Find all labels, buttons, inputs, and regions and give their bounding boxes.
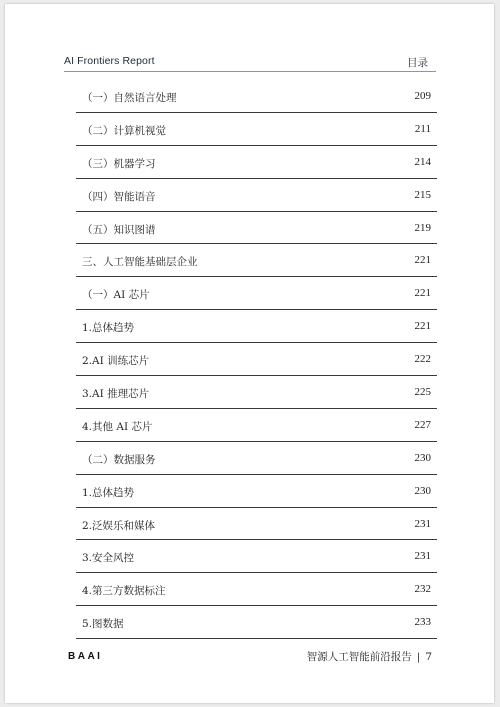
report-title: AI Frontiers Report: [64, 55, 155, 67]
toc-entry-page: 227: [414, 418, 431, 431]
footer-caption: [307, 649, 432, 664]
report-page: [5, 4, 494, 703]
toc-entry-title: （一）AI 芯片: [82, 289, 150, 302]
toc-entry-title: （四）智能语音: [82, 190, 156, 203]
toc-entry-page: 225: [414, 386, 431, 399]
toc-entry[interactable]: [76, 277, 437, 310]
toc-entry[interactable]: [76, 540, 437, 573]
toc-entry[interactable]: [76, 508, 437, 541]
toc-entry[interactable]: [76, 475, 437, 508]
toc-entry-title: 1.总体趋势: [82, 322, 135, 335]
toc-entry-page: 209: [414, 90, 431, 102]
toc-entry-title: 三、人工智能基础层企业: [82, 256, 198, 269]
header-divider: [64, 71, 436, 72]
toc-entry[interactable]: [76, 409, 437, 442]
section-label: 目录: [407, 57, 428, 69]
toc-entry-page: 222: [414, 353, 431, 366]
toc-entry-page: 231: [414, 517, 431, 530]
toc-entry-title: 1.总体趋势: [82, 486, 135, 499]
footer-report-title: 智源人工智能前沿报告: [306, 651, 412, 663]
toc-entry-title: 2.泛娱乐和媒体: [82, 519, 156, 532]
toc-entry-title: 5.图数据: [82, 618, 124, 631]
toc-entry-page: 221: [414, 287, 431, 300]
toc-entry-title: （一）自然语言处理: [82, 92, 177, 104]
toc-entry[interactable]: [76, 310, 437, 343]
toc-entry-page: 214: [414, 155, 431, 168]
toc-entry-title: 4.第三方数据标注: [82, 585, 166, 598]
toc-entry-title: （五）知识图谱: [82, 223, 156, 236]
toc-entry-title: 2.AI 训练芯片: [82, 355, 150, 368]
toc-entry-page: 211: [414, 122, 431, 135]
toc-entry[interactable]: [76, 244, 437, 277]
toc-entry-title: （三）机器学习: [82, 157, 156, 170]
toc-entry[interactable]: [76, 573, 437, 606]
toc-entry-page: 215: [414, 188, 431, 201]
toc-entry[interactable]: [76, 113, 437, 146]
footer-page-number: 7: [425, 651, 432, 663]
toc-entry-page: 221: [414, 254, 431, 267]
toc-entry-page: 219: [414, 221, 431, 234]
toc-entry[interactable]: [76, 179, 437, 212]
toc-entry-page: 231: [414, 550, 431, 563]
toc-entry[interactable]: [76, 606, 437, 639]
toc-entry-title: （二）计算机视觉: [82, 124, 166, 137]
toc-entry-title: 3.安全风控: [82, 552, 135, 565]
toc-entry-page: 230: [414, 451, 431, 464]
toc-entry-title: 4.其他 AI 芯片: [82, 420, 153, 433]
toc-entry-page: 233: [414, 616, 431, 629]
toc-entry-page: 230: [414, 484, 431, 497]
toc-entry[interactable]: [76, 343, 437, 376]
table-of-contents: [76, 80, 437, 639]
toc-entry[interactable]: [76, 146, 437, 179]
toc-entry[interactable]: [76, 376, 437, 409]
toc-entry[interactable]: [76, 212, 437, 245]
toc-entry-title: （二）数据服务: [82, 453, 156, 466]
toc-entry[interactable]: [76, 80, 437, 113]
toc-entry-page: 232: [414, 583, 431, 596]
footer-separator: |: [416, 651, 421, 663]
toc-entry-page: 221: [414, 320, 431, 333]
toc-entry[interactable]: [76, 442, 437, 475]
toc-entry-title: 3.AI 推理芯片: [82, 388, 150, 401]
baai-logo: BAAI: [68, 651, 103, 662]
